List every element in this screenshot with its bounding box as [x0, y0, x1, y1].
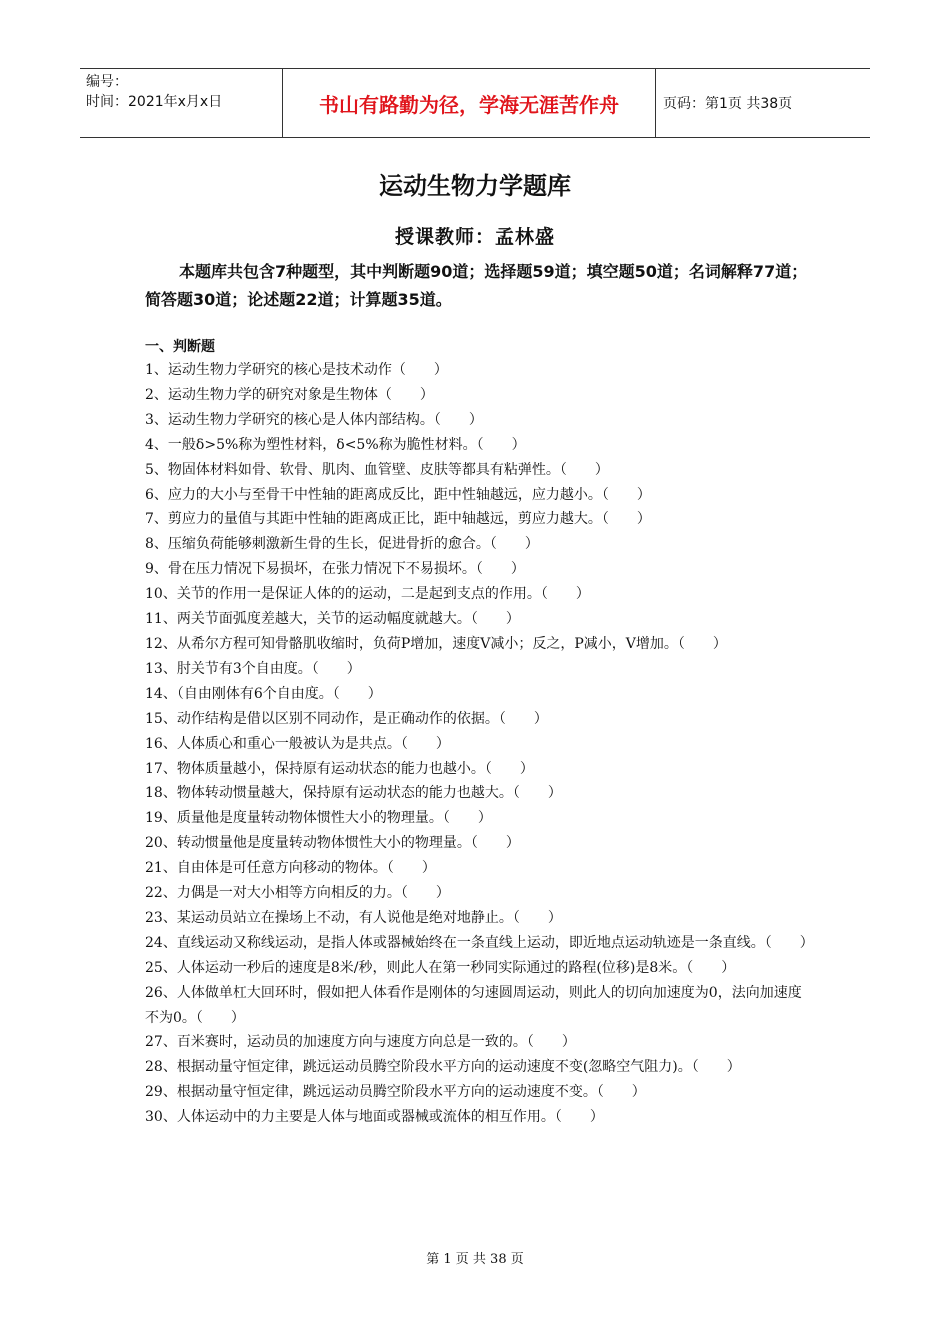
question-item: 27、百米赛时，运动员的加速度方向与速度方向总是一致的。（ ） [145, 1034, 576, 1051]
question-item: 18、物体转动惯量越大，保持原有运动状态的能力也越大。（ ） [145, 785, 562, 802]
question-item: 21、自由体是可任意方向移动的物体。（ ） [145, 860, 436, 877]
intro-paragraph: 本题库共包含7种题型，其中判断题90道；选择题59道；填空题50道；名词解释77道；简答题30道；论述题22道；计算题35道。 [145, 262, 808, 309]
question-item: 14、（自由刚体有6个自由度。（ ） [145, 685, 382, 702]
teacher-line: 授课教师：孟林盛 [394, 226, 555, 248]
question-item: 13、肘关节有3个自由度。（ ） [145, 660, 361, 677]
page-footer: 第 1 页 共 38 页 [426, 1252, 524, 1267]
question-item: 12、从希尔方程可知骨骼肌收缩时，负荷P增加，速度V减小；反之，P减小，V增加。（ ） [145, 635, 727, 652]
page-title: 运动生物力学题库 [379, 172, 571, 200]
header-table [80, 68, 870, 138]
question-item: 17、物体质量越小，保持原有运动状态的能力也越小。（ ） [145, 760, 534, 777]
question-item: 20、转动惯量他是度量转动物体惯性大小的物理量。（ ） [145, 835, 520, 852]
question-item: 9、骨在压力情况下易损坏，在张力情况下不易损坏。（ ） [145, 561, 525, 578]
question-item: 3、运动生物力学研究的核心是人体内部结构。（ ） [145, 411, 483, 428]
motto: 书山有路勤为径，学海无涯苦作舟 [282, 69, 656, 137]
header-meta-cell [80, 69, 282, 137]
question-item: 10、关节的作用一是保证人体的的运动，二是起到支点的作用。（ ） [145, 586, 590, 603]
question-item: 29、根据动量守恒定律，跳远运动员腾空阶段水平方向的运动速度不变。（ ） [145, 1084, 646, 1101]
question-item: 28、根据动量守恒定律，跳远运动员腾空阶段水平方向的运动速度不变(忽略空气阻力)。（ ） [145, 1059, 741, 1076]
question-item: 8、压缩负荷能够刺激新生骨的生长，促进骨折的愈合。（ ） [145, 536, 539, 553]
question-item: 30、人体运动中的力主要是人体与地面或器械或流体的相互作用。（ ） [145, 1109, 604, 1126]
question-item: 26、人体做单杠大回环时，假如把人体看作是刚体的匀速圆周运动，则此人的切向加速度为0，法向加速度不为0。（ ） [145, 984, 802, 1026]
question-item: 24、直线运动又称线运动，是指人体或器械始终在一条直线上运动，即近地点运动轨迹是一条直线。（ ） [145, 934, 814, 951]
question-item: 25、人体运动一秒后的速度是8米/秒，则此人在第一秒同实际通过的路程(位移)是8米。（ ） [145, 959, 736, 976]
question-item: 7、剪应力的量值与其距中性轴的距离成正比，距中轴越远，剪应力越大。（ ） [145, 511, 651, 528]
question-item: 16、人体质心和重心一般被认为是共点。（ ） [145, 735, 450, 752]
question-item: 22、力偶是一对大小相等方向相反的力。（ ） [145, 885, 450, 902]
question-item: 23、某运动员站立在操场上不动，有人说他是绝对地静止。（ ） [145, 909, 562, 926]
question-list [145, 358, 814, 1130]
date-label: 时间：2021年x月x日 [86, 94, 223, 110]
number-label: 编号： [86, 74, 128, 90]
question-item: 15、动作结构是借以区别不同动作，是正确动作的依据。（ ） [145, 710, 548, 727]
question-item: 5、物固体材料如骨、软骨、肌肉、血管壁、皮肤等都具有粘弹性。（ ） [145, 461, 609, 478]
page-info: 页码：第1页 共38页 [663, 96, 793, 112]
question-item: 1、运动生物力学研究的核心是技术动作（ ） [145, 362, 448, 378]
question-item: 2、运动生物力学的研究对象是生物体（ ） [145, 386, 434, 403]
question-item: 6、应力的大小与至骨干中性轴的距离成反比，距中性轴越远，应力越小。（ ） [145, 486, 651, 503]
question-item: 11、两关节面弧度差越大，关节的运动幅度就越大。（ ） [145, 611, 520, 628]
question-item: 19、质量他是度量转动物体惯性大小的物理量。（ ） [145, 810, 492, 827]
question-item: 4、一般δ>5%称为塑性材料，δ<5%称为脆性材料。（ ） [145, 436, 526, 453]
section-title: 一、判断题 [145, 339, 215, 355]
